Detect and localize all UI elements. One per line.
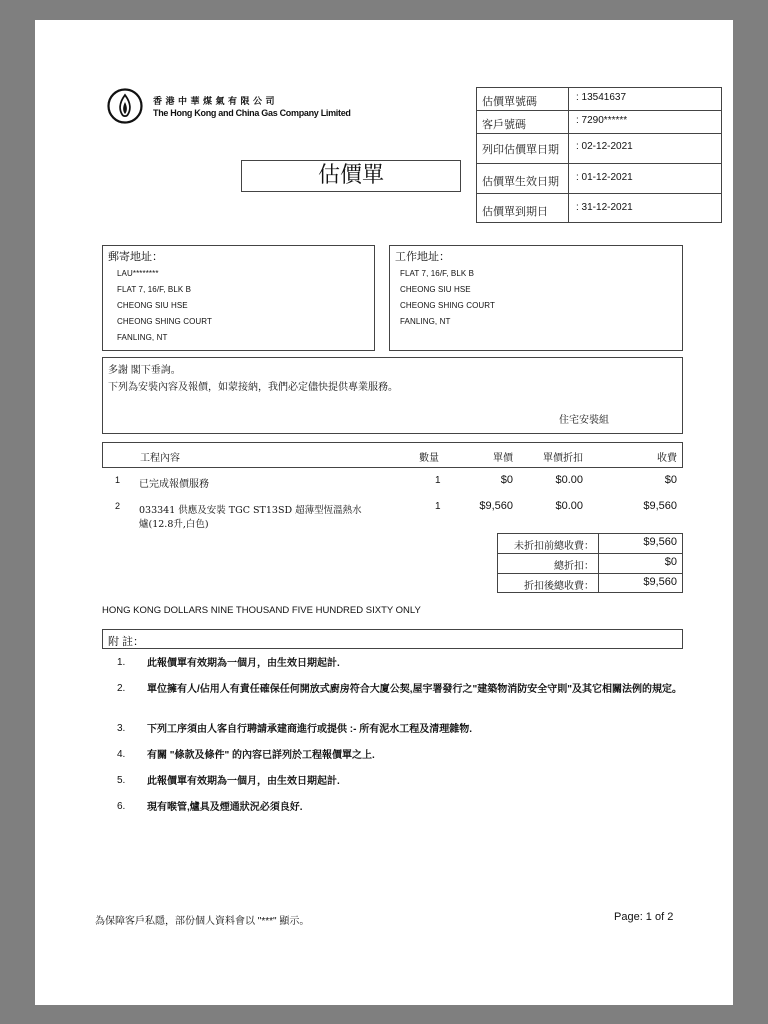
info-value: : 7290****** [576,115,628,126]
totals-divider [598,533,599,593]
total-after-discount-value: $9,560 [643,576,677,588]
note-number: 3. [117,723,126,734]
work-address-line: CHEONG SHING COURT [400,301,495,310]
company-name-zh: 香 港 中 華 煤 氣 有 限 公 司 [153,96,276,106]
row-charge: $0 [664,474,677,486]
info-row-customer-no [476,110,722,134]
work-address-line: FANLING, NT [400,317,451,326]
header-charge: 收費 [657,453,677,464]
info-label: 列印估價單日期 [482,144,559,156]
mailing-address-title: 郵寄地址： [108,251,163,263]
note-text: 此報價單有效期為一個月，由生效日期起計. [147,658,340,669]
row-unit-price: $0 [500,474,513,486]
info-row-effective-date [476,163,722,194]
company-logo [107,88,143,124]
total-discount-value: $0 [664,556,677,568]
note-text: 下列工序須由人客自行聘請承建商進行或提供 :- 所有泥水工程及清理雜物. [147,724,472,735]
items-header-box [102,442,683,468]
header-qty: 數量 [419,453,439,464]
notes-header-box [102,629,683,649]
amount-in-words: HONG KONG DOLLARS NINE THOUSAND FIVE HUNDRED SIXTY ONLY [102,605,421,616]
row-description: 033341 供應及安裝 TGC ST13SD 超薄型恆溫熱水 [139,505,362,516]
row-unit-price: $9,560 [479,500,513,512]
total-before-discount-label: 未折扣前總收費： [514,541,594,552]
note-number: 6. [117,801,126,812]
mailing-address-line: FLAT 7, 16/F, BLK B [117,285,192,294]
row-number: 2 [115,501,121,511]
info-row-quote-no [476,87,722,111]
greeting-line-1: 多謝 閣下垂詢。 [108,365,181,376]
header-unit-discount: 單價折扣 [543,453,583,464]
notes-title: 附 註： [108,636,145,648]
work-address-line: CHEONG SIU HSE [400,285,471,294]
note-number: 5. [117,775,126,786]
totals-divider [497,573,683,574]
document-title: 估價單 [317,163,384,188]
row-unit-discount: $0.00 [555,474,583,486]
company-name-en: The Hong Kong and China Gas Company Limited [153,108,351,118]
document-page [35,20,733,1005]
info-label: 估價單到期日 [482,206,548,218]
note-number: 1. [117,657,126,668]
total-before-discount-value: $9,560 [643,536,677,548]
mailing-address-line: FANLING, NT [117,333,168,342]
info-label: 估價單號碼 [482,96,537,108]
info-label: 客戶號碼 [482,119,526,131]
note-text: 單位擁有人/佔用人有責任確保任何開放式廚房符合大廈公契,屋宇署發行之"建築物消防安全守則"及其它相關法例的規定。 [147,684,683,695]
note-text: 現有喉管,爐具及煙通狀況必須良好. [147,802,303,813]
info-value: : 31-12-2021 [576,202,633,213]
work-address-title: 工作地址： [395,251,450,263]
info-value: : 01-12-2021 [576,172,633,183]
note-text: 此報價單有效期為一個月，由生效日期起計. [147,776,340,787]
note-text: 有關 "條款及條件" 的內容已詳列於工程報價單之上. [147,750,375,761]
mailing-address-line: LAU******** [117,269,159,278]
work-address-line: FLAT 7, 16/F, BLK B [400,269,475,278]
row-description-cont: 爐(12.8升,白色) [139,519,209,530]
total-after-discount-label: 折扣後總收費： [524,581,594,592]
privacy-notice: 為保障客戶私隱，部份個人資料會以 "***" 顯示。 [95,916,310,927]
row-charge: $9,560 [643,500,677,512]
note-number: 4. [117,749,126,760]
greeting-line-2: 下列為安裝內容及報價，如蒙接納，我們必定儘快提供專業服務。 [108,382,398,393]
page-number: Page: 1 of 2 [614,911,674,923]
note-number: 2. [117,683,126,694]
header-desc: 工程內容 [140,453,180,464]
totals-divider [497,553,683,554]
flame-logo-icon [107,88,143,124]
row-qty: 1 [435,501,441,512]
row-number: 1 [115,475,121,485]
greeting-signature: 住宅安裝組 [559,415,609,426]
mailing-address-line: CHEONG SIU HSE [117,301,188,310]
info-row-expiry-date [476,193,722,223]
row-unit-discount: $0.00 [555,500,583,512]
info-value: : 02-12-2021 [576,141,633,152]
total-discount-label: 總折扣： [554,561,594,572]
row-description: 已完成報價服務 [139,479,209,490]
mailing-address-line: CHEONG SHING COURT [117,317,212,326]
row-qty: 1 [435,475,441,486]
info-value: : 13541637 [576,92,627,103]
info-row-print-date [476,133,722,164]
document-title-box [241,160,461,192]
header-unit-price: 單價 [493,453,513,464]
info-label: 估價單生效日期 [482,176,559,188]
